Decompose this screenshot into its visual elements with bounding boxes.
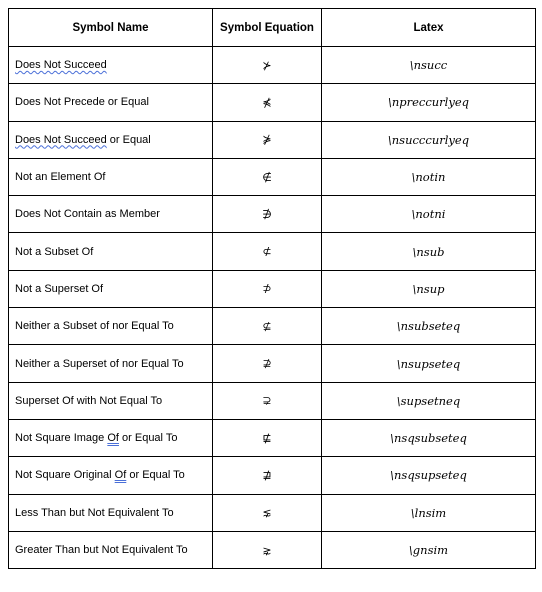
table-row [9,531,536,568]
table-row [9,121,536,158]
latex-cell: \npreccurlyeq [322,84,536,121]
header-symbol-name: Symbol Name [9,9,213,47]
latex-cell: \nsucc [322,47,536,84]
table-row [9,382,536,419]
latex-cell: \notin [322,158,536,195]
symbol-equation-cell: ⋣ [213,457,322,494]
symbol-name-cell: Not a Superset Of [9,270,213,307]
symbol-table [8,8,536,569]
symbol-equation-cell: ⋠ [213,84,322,121]
symbol-name-cell: Not Square Image Of or Equal To [9,419,213,456]
symbol-name-cell: Not an Element Of [9,158,213,195]
latex-cell: \nsub [322,233,536,270]
table-row [9,84,536,121]
symbol-equation-cell: ⋧ [213,531,322,568]
latex-cell: \nsucccurlyeq [322,121,536,158]
latex-cell: \nsqsupseteq [322,457,536,494]
symbol-equation-cell: ∌ [213,196,322,233]
table-row [9,457,536,494]
latex-cell: \gnsim [322,531,536,568]
symbol-equation-cell: ⊋ [213,382,322,419]
latex-cell: \nsup [322,270,536,307]
symbol-name-cell: Neither a Subset of nor Equal To [9,308,213,345]
symbol-equation-cell: ⋡ [213,121,322,158]
symbol-equation-cell: ⊈ [213,308,322,345]
symbol-equation-cell: ⊉ [213,345,322,382]
table-row [9,308,536,345]
table-row [9,270,536,307]
symbol-equation-cell: ∉ [213,158,322,195]
table-body [9,47,536,569]
symbol-equation-cell: ⋦ [213,494,322,531]
symbol-equation-cell: ⊄ [213,233,322,270]
latex-cell: \nsubseteq [322,308,536,345]
latex-cell: \notni [322,196,536,233]
latex-cell: \nsqsubseteq [322,419,536,456]
table-header-row [9,9,536,47]
symbol-name-cell: Neither a Superset of nor Equal To [9,345,213,382]
header-latex: Latex [322,9,536,47]
symbol-equation-cell: ⊁ [213,47,322,84]
table-row [9,196,536,233]
symbol-name-cell: Greater Than but Not Equivalent To [9,531,213,568]
table-row [9,233,536,270]
symbol-equation-cell: ⋢ [213,419,322,456]
symbol-name-cell: Does Not Succeed [9,47,213,84]
symbol-name-cell: Not a Subset Of [9,233,213,270]
header-symbol-equation: Symbol Equation [213,9,322,47]
latex-cell: \supsetneq [322,382,536,419]
latex-cell: \nsupseteq [322,345,536,382]
table-row [9,494,536,531]
table-row [9,419,536,456]
symbol-equation-cell: ⊅ [213,270,322,307]
symbol-name-cell: Less Than but Not Equivalent To [9,494,213,531]
symbol-name-cell: Does Not Contain as Member [9,196,213,233]
table-row [9,47,536,84]
symbol-name-cell: Superset Of with Not Equal To [9,382,213,419]
table-row [9,345,536,382]
symbol-name-cell: Does Not Succeed or Equal [9,121,213,158]
latex-cell: \lnsim [322,494,536,531]
symbol-name-cell: Does Not Precede or Equal [9,84,213,121]
symbol-name-cell: Not Square Original Of or Equal To [9,457,213,494]
table-row [9,158,536,195]
